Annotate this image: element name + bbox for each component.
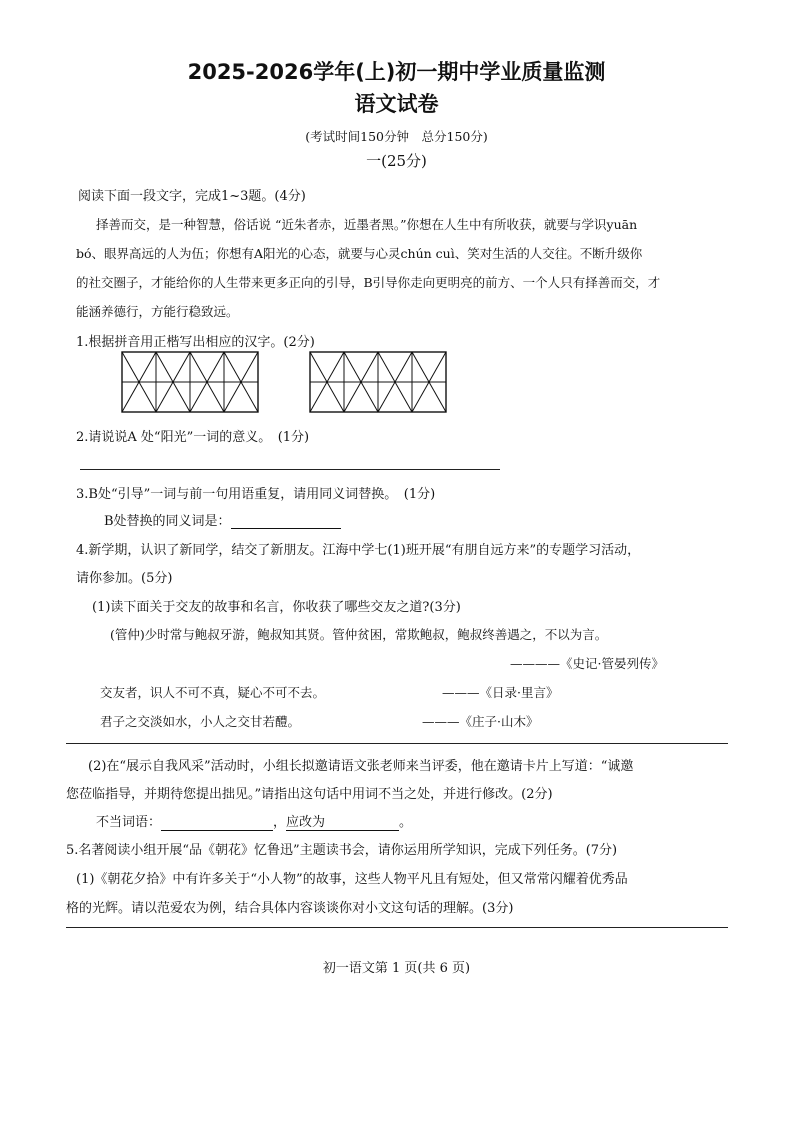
question-5-sub1-line1: (1)《朝花夕拾》中有许多关于“小人物”的故事，这些人物平凡且有短处，但又常常闪耀着优秀品 [76,872,628,887]
question-5-sub1-line2: 格的光辉。请以范爱农为例，结合具体内容谈谈你对小文这句话的理解。(3分) [66,901,514,916]
divider [66,743,728,744]
passage-line: 能涵养德行，方能行稳致远。 [76,304,239,319]
question-4-sub2-line2: 您莅临指导，并期待您提出拙见。”请指出这句话中用词不当之处，并进行修改。(2分) [66,787,553,802]
question-4-sub2-line1: (2)在“展示自我风采”活动时，小组长拟邀请语文张老师来当评委，他在邀请卡片上写道：“诚邀 [88,759,634,774]
subject-title: 语文试卷 [354,92,439,116]
story-text: (管仲)少时常与鲍叔牙游，鲍叔知其贤。管仲贫困，常欺鲍叔，鲍叔终善遇之，不以为言。 [110,627,608,642]
q3-answer-row [104,510,341,529]
writing-grid-left[interactable] [121,351,259,413]
divider [66,927,728,928]
page-footer: 初一语文第 1 页(共 6 页) [322,961,471,976]
correction-row [96,811,412,831]
improper-label: 不当词语： [96,815,162,830]
answer-line-q2[interactable] [80,469,500,470]
question-5: 5.名著阅读小组开展“品《朝花》忆鲁迅”主题读书会，请你运用所学知识，完成下列任务。(7分) [66,843,618,858]
quote-1: 交友者，识人不可不真，疑心不可不去。 [100,685,326,700]
passage-line: 的社交圈子，才能给你的人生带来更多正向的引导，B引导你走向更明亮的前方、一个人只有择善而交，才 [76,275,661,290]
passage-line: 择善而交，是一种智慧，俗话说 “近朱者赤，近墨者黑。”你想在人生中有所收获，就要与学识yuān [96,217,638,232]
period: 。 [399,815,413,830]
exam-title: 2025-2026学年(上)初一期中学业质量监测 [187,60,606,84]
story-source: ————《史记·管晏列传》 [510,656,664,671]
question-3: 3.B处“引导”一词与前一句用语重复，请用同义词替换。 (1分) [76,487,436,502]
should-label: 应改为 [286,815,326,830]
quote-2-source: ———《庄子·山木》 [422,714,539,729]
question-4-line1: 4.新学期，认识了新同学，结交了新朋友。江海中学七(1)班开展“有朋自远方来”的专题学习活动， [76,543,641,558]
section-heading: 一(25分) [366,152,427,170]
corrected-word-blank[interactable] [325,816,399,831]
improper-word-blank[interactable] [161,816,273,831]
passage-line: bó、眼界高远的人为伍；你想有A阳光的心态，就要与心灵chún cuì、笑对生活的人交往。不断升级你 [76,246,643,261]
quote-1-source: ———《日录·里言》 [442,685,559,700]
writing-grid-right[interactable] [309,351,447,413]
question-1: 1.根据拼音用正楷写出相应的汉字。(2分) [76,335,315,350]
reading-intro: 阅读下面一段文字，完成1~3题。(4分) [78,189,306,204]
comma: ， [273,815,287,830]
exam-info: (考试时间150分钟 总分150分) [305,129,488,144]
question-4-sub1: (1)读下面关于交友的故事和名言，你收获了哪些交友之道?(3分) [92,600,461,615]
q3-answer-blank[interactable] [231,514,341,529]
question-2: 2.请说说A 处“阳光”一词的意义。 (1分) [76,430,310,445]
q3-answer-label: B处替换的同义词是： [104,514,231,529]
question-4-line2: 请你参加。(5分) [76,571,173,586]
quote-2: 君子之交淡如水，小人之交甘若醴。 [100,714,301,729]
